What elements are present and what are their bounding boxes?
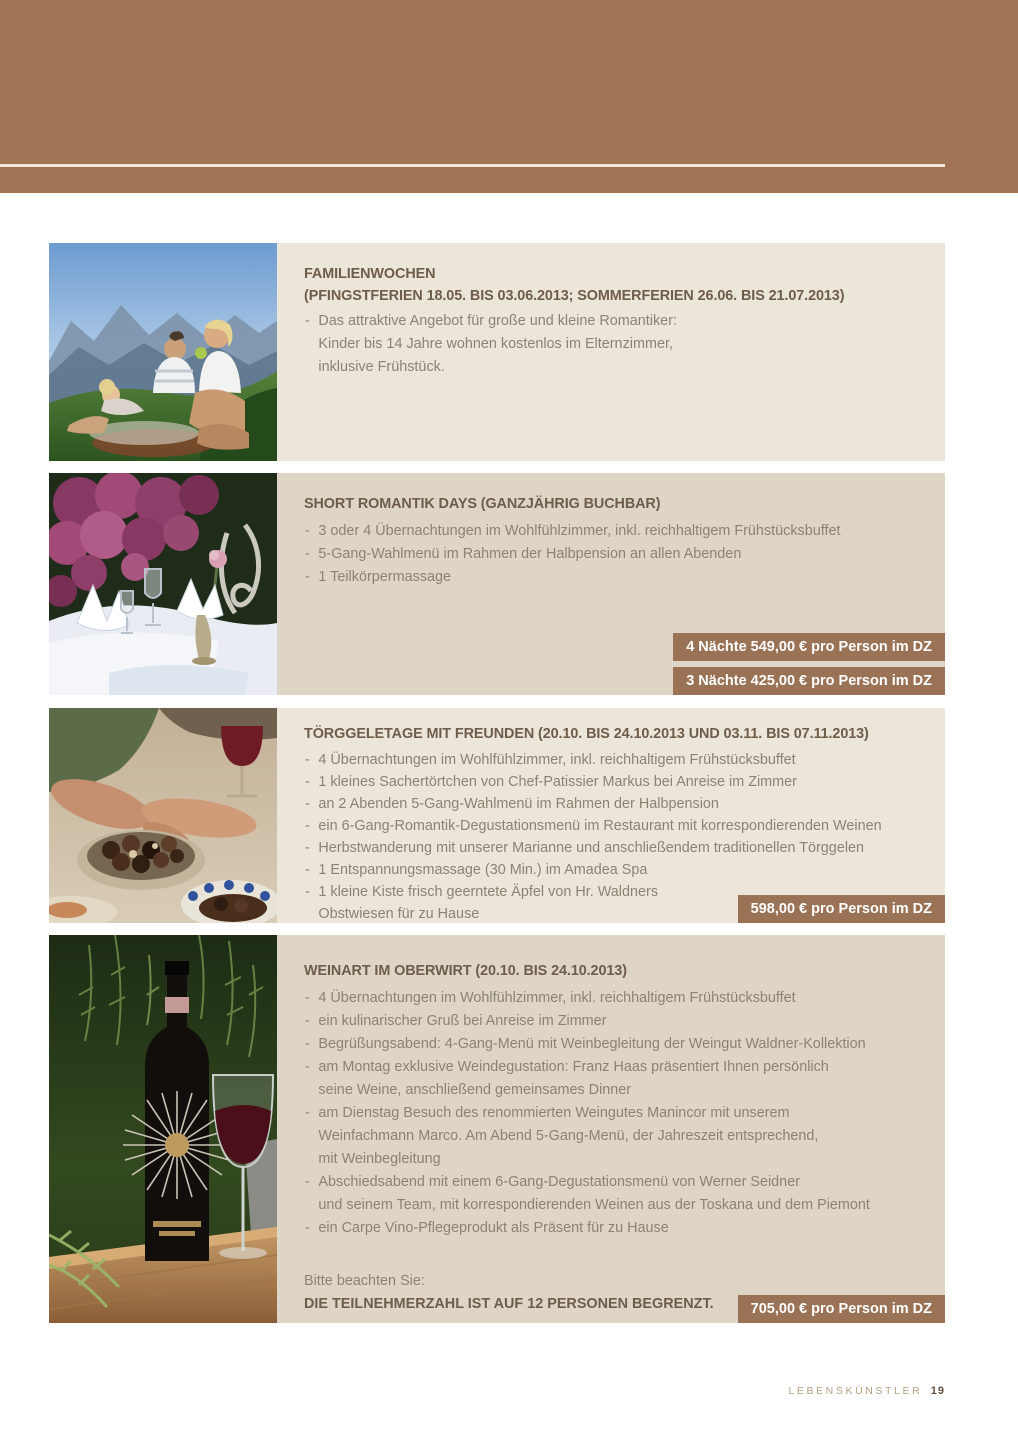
page-footer: [0, 1381, 945, 1399]
bullet-line: - 1 Entspannungsmassage (30 Min.) im Amadea Spa: [304, 859, 902, 881]
section-title: SHORT ROMANTIK DAYS (GANZJÄHRIG BUCHBAR): [304, 495, 661, 512]
section-title: FAMILIENWOCHEN: [304, 265, 436, 282]
section-subtitle: (PFINGSTFERIEN 18.05. BIS 03.06.2013; SOMMERFERIEN 26.06. BIS 21.07.2013): [304, 287, 845, 304]
bullet-line: seine Weine, anschließend gemeinsames Dinner: [318, 1081, 632, 1098]
section-panel: [277, 935, 945, 1323]
header-divider-line: [0, 164, 945, 167]
bullet-line: - ein Carpe Vino-Pflegeprodukt als Präsent für zu Hause: [304, 1216, 902, 1239]
bullet-line: - Begrüßungsabend: 4-Gang-Menü mit Weinbegleitung der Weingut Waldner-Kollektion: [304, 1032, 902, 1055]
section-panel: [277, 708, 945, 923]
footer-page-number: 19: [930, 1385, 945, 1397]
bullet-line: - 3 oder 4 Übernachtungen im Wohlfühlzimmer, inkl. reichhaltigem Frühstücksbuffet: [304, 519, 902, 542]
bullet-line: - ein 6-Gang-Romantik-Degustationsmenü im Restaurant mit korrespondierenden Weinen: [304, 815, 902, 837]
bullet-line: Kinder bis 14 Jahre wohnen kostenlos im Elternzimmer,: [318, 335, 673, 352]
footer-brand: LEBENSKÜNSTLER: [788, 1385, 923, 1397]
price-badge: 598,00 € pro Person im DZ: [738, 895, 945, 923]
section-short-romantik-days: [49, 473, 945, 695]
bullet-line: - am Montag exklusive Weindegustation: Franz Haas präsentiert Ihnen persönlich: [304, 1055, 902, 1078]
bullet-list: [304, 519, 927, 588]
bullet-line: Weinfachmann Marco. Am Abend 5-Gang-Menü, der Jahreszeit entsprechend,: [318, 1127, 819, 1144]
family-picnic-alpine-meadow-photo: [49, 243, 277, 461]
note-intro: Bitte beachten Sie:: [304, 1272, 425, 1289]
section-familienwochen: [49, 243, 945, 461]
section-panel: [277, 243, 945, 461]
bullet-line: Obstwiesen für zu Hause: [318, 905, 480, 922]
bullet-line: - Abschiedsabend mit einem 6-Gang-Degustationsmenü von Werner Seidner: [304, 1170, 902, 1193]
price-badge: 4 Nächte 549,00 € pro Person im DZ: [673, 633, 945, 661]
bullet-line: - 1 kleine Kiste frisch geerntete Äpfel von Hr. Waldners: [304, 881, 902, 903]
bullet-line: - Das attraktive Angebot für große und kleine Romantiker:: [304, 309, 902, 332]
bullet-line: - ein kulinarischer Gruß bei Anreise im Zimmer: [304, 1009, 902, 1032]
bullet-list: [304, 309, 927, 378]
wine-bottle-and-red-wine-glass-photo: [49, 935, 277, 1323]
bullet-line: - 5-Gang-Wahlmenü im Rahmen der Halbpension an allen Abenden: [304, 542, 902, 565]
bullet-line: - 4 Übernachtungen im Wohlfühlzimmer, inkl. reichhaltigem Frühstücksbuffet: [304, 749, 902, 771]
price-badge: 705,00 € pro Person im DZ: [738, 1295, 945, 1323]
note-bold: DIE TEILNEHMERZAHL IST AUF 12 PERSONEN BEGRENZT.: [304, 1295, 714, 1312]
bullet-line: mit Weinbegleitung: [318, 1150, 441, 1167]
bullet-line: - Herbstwanderung mit unserer Marianne und anschließendem traditionellen Törggelen: [304, 837, 902, 859]
section-weinart: [49, 935, 945, 1323]
section-title: TÖRGGELETAGE MIT FREUNDEN (20.10. BIS 24.10.2013 UND 03.11. BIS 07.11.2013): [304, 725, 869, 742]
bullet-line: - am Dienstag Besuch des renommierten Weingutes Manincor mit unserem: [304, 1101, 902, 1124]
chestnut-toerggelen-photo: [49, 708, 277, 923]
bullet-line: - 4 Übernachtungen im Wohlfühlzimmer, inkl. reichhaltigem Frühstücksbuffet: [304, 986, 902, 1009]
bullet-line: - 1 Teilkörpermassage: [304, 565, 902, 588]
section-panel: [277, 473, 945, 695]
bullet-line: - 1 kleines Sachertörtchen von Chef-Patissier Markus bei Anreise im Zimmer: [304, 771, 902, 793]
bullet-line: inklusive Frühstück.: [318, 358, 445, 375]
price-badge: 3 Nächte 425,00 € pro Person im DZ: [673, 667, 945, 695]
bullet-line: und seinem Team, mit korrespondierenden Weinen aus der Toskana und dem Piemont: [318, 1196, 870, 1213]
bullet-line: - an 2 Abenden 5-Gang-Wahlmenü im Rahmen der Halbpension: [304, 793, 902, 815]
section-title: WEINART IM OBERWIRT (20.10. BIS 24.10.2013): [304, 962, 627, 979]
bullet-list: [304, 986, 927, 1239]
section-toerggeletage: [49, 708, 945, 923]
garden-restaurant-table-photo: [49, 473, 277, 695]
